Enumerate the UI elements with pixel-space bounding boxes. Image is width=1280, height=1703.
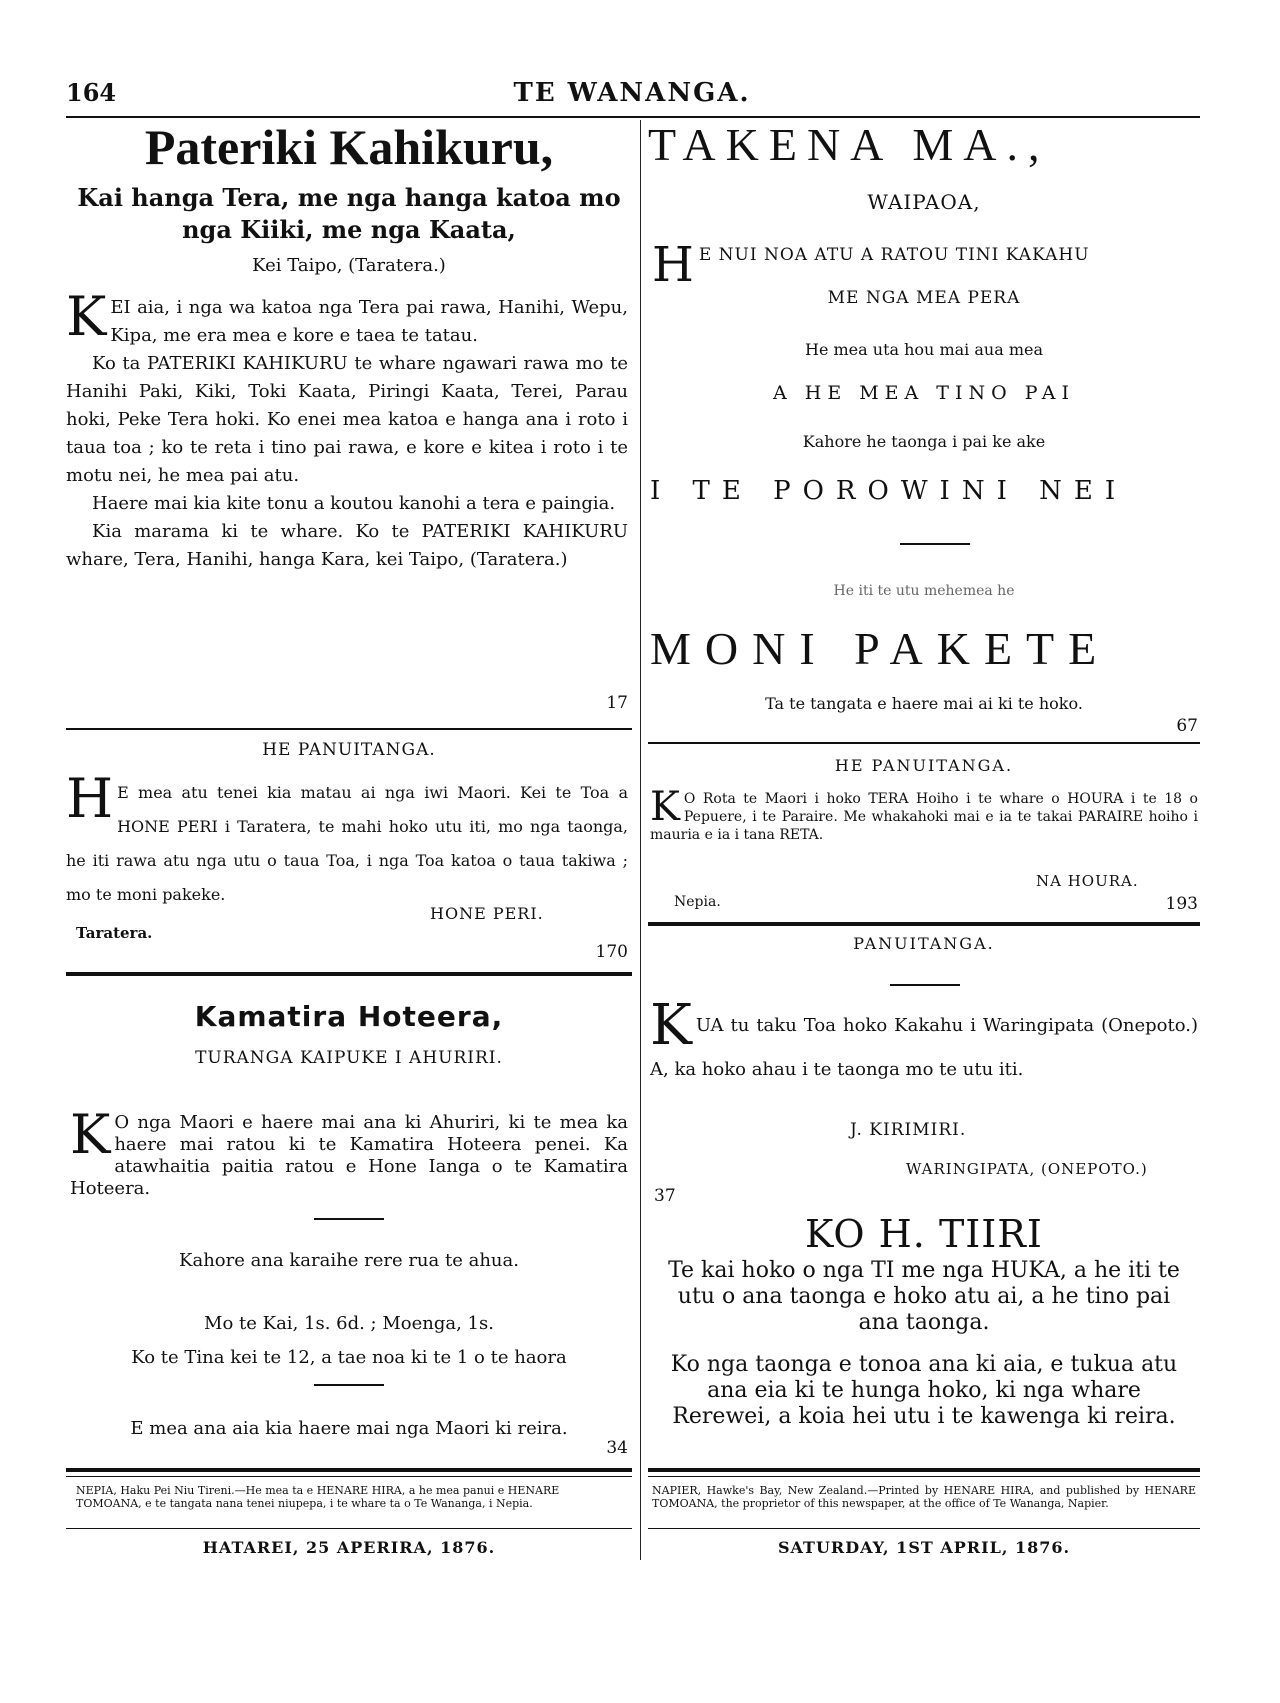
ad-number: 17 — [606, 693, 628, 713]
short-rule — [314, 1218, 384, 1220]
ad-line: He iti te utu mehemea he — [833, 583, 1015, 599]
notice-place: Taratera. — [76, 924, 153, 942]
ad-location: Kei Taipo, (Taratera.) — [252, 255, 446, 276]
issue-date: HATAREI, 25 APERIRA, 1876. — [202, 1538, 496, 1557]
notice-heading: HE PANUITANGA. — [834, 756, 1014, 775]
footer-rule — [648, 1528, 1200, 1529]
ad-line: Ta te tangata e haere mai ai ki te hoko. — [765, 694, 1083, 713]
notice-text: E mea atu tenei kia matau ai nga iwi Maori. Kei te Toa a HONE PERI i Taratera, te mahi hoko utu iti, mo nga taonga, he iti rawa atu nga utu o taua Toa, i nga Toa katoa o taua takiwa ; mo te moni pakeke. — [66, 783, 628, 904]
ad-number: 170 — [595, 942, 628, 962]
ad-title: TAKENA MA., — [648, 119, 1050, 170]
ad-paragraph: Ko ta PATERIKI KAHIKURU te whare ngawari rawa mo te Hanihi Paki, Kiki, Toki Kaata, Piringi Kaata, Terei, Parau hoki, Peke Tera hoki. Ko enei mea katoa e hanga ana i roto i taua toa ; ko te reta i tino pai rawa, e kore e kitea i roto i te motu nei, he mea pai atu. — [66, 353, 628, 486]
notice-body — [650, 784, 1198, 844]
notice-text: UA tu taku Toa hoko Kakahu i Waringipata (Onepoto.) A, ka hoko ahau i te taonga mo te utu iti. — [650, 1015, 1198, 1080]
ad-paragraph: Ko nga taonga e tonoa ana ki aia, e tukua atu ana eia ki te hunga hoko, ki nga whare Rerewei, a koia hei utu i te kawenga ki reira. — [670, 1352, 1178, 1429]
ad-line: Kahore ana karaihe rere rua te ahua. — [179, 1250, 519, 1271]
ad-subtitle — [66, 182, 632, 246]
ad-line: Mo te Kai, 1s. 6d. ; Moenga, 1s. — [204, 1313, 494, 1334]
section-separator — [66, 972, 632, 976]
ad-subtitle-line: nga Kiiki, me nga Kaata, — [182, 215, 516, 244]
notice-place: WARINGIPATA, (ONEPOTO.) — [906, 1160, 1148, 1178]
short-rule — [314, 1384, 384, 1386]
footer-rule — [66, 1528, 632, 1529]
ad-line: He mea uta hou mai aua mea — [804, 340, 1044, 359]
ad-subtitle-line: Kai hanga Tera, me nga hanga katoa mo — [77, 183, 621, 212]
ad-line: Ko te Tina kei te 12, a tae noa ki te 1 o te haora — [131, 1347, 567, 1368]
notice-heading: HE PANUITANGA. — [262, 740, 436, 760]
notice-body — [66, 767, 628, 912]
ad-subtitle: WAIPAOA, — [867, 190, 981, 214]
section-separator — [648, 922, 1200, 926]
notice-signature: NA HOURA. — [1036, 872, 1139, 890]
masthead: TE WANANGA. — [513, 78, 751, 108]
page-number: 164 — [66, 78, 117, 107]
ad-number: 34 — [606, 1438, 628, 1458]
notice-place: Nepia. — [674, 894, 721, 910]
notice-signature: J. KIRIMIRI. — [850, 1120, 967, 1140]
imprint: NEPIA, Haku Pei Niu Tireni.—He mea ta e HENARE HIRA, a he mea panui e HENARE TOMOANA, e te tangata nana tenei niupepa, i te whare ta o Te Wananga, i Nepia. — [76, 1484, 560, 1510]
section-separator — [648, 742, 1200, 744]
ad-number: 67 — [1176, 716, 1198, 736]
ad-body — [66, 285, 628, 574]
section-separator — [66, 728, 632, 730]
footer-rule — [66, 1476, 632, 1477]
issue-date: SATURDAY, 1ST APRIL, 1876. — [777, 1538, 1071, 1557]
ad-paragraph: Kia marama ki te whare. Ko te PATERIKI KAHIKURU whare, Tera, Hanihi, hanga Kara, kei Taipo, (Taratera.) — [66, 521, 628, 570]
ad-title: KO H. TIIRI — [805, 1212, 1043, 1256]
drop-cap: K — [650, 993, 692, 1058]
ad-number: 193 — [1165, 894, 1198, 914]
footer-rule — [648, 1476, 1200, 1477]
ad-paragraph: EI aia, i nga wa katoa nga Tera pai rawa, Hanihi, Wepu, Kipa, me era mea e kore e taea te tatau. — [110, 297, 628, 346]
ad-text: O nga Maori e haere mai ana ki Ahuriri, ki te mea ka haere mai ratou ki te Kamatira Hoteera penei. Ka atawhaitia paitia ratou e Hone Ianga o te Kamatira Hoteera. — [70, 1112, 628, 1199]
ad-line: MONI PAKETE — [650, 623, 1111, 674]
drop-cap: K — [66, 285, 107, 348]
short-rule — [890, 984, 960, 986]
footer-rule — [66, 1468, 632, 1472]
ad-paragraph: Te kai hoko o nga TI me nga HUKA, a he iti te utu o ana taonga e hoko atu ai, a he tino pai ana taonga. — [668, 1258, 1180, 1335]
ad-line: I TE POROWINI NEI — [650, 476, 1128, 506]
ad-line: Kahore he taonga i pai ke ake — [802, 432, 1046, 451]
short-rule — [900, 543, 970, 545]
drop-cap: K — [70, 1103, 111, 1166]
ad-text: E NUI NOA ATU A RATOU TINI KAKAHU — [698, 245, 1090, 265]
notice-signature: HONE PERI. — [430, 904, 544, 923]
footer-rule — [648, 1468, 1200, 1472]
ad-number: 37 — [654, 1186, 676, 1206]
drop-cap: H — [652, 237, 695, 293]
column-divider — [640, 120, 641, 1560]
notice-body — [650, 993, 1198, 1092]
ad-line: A HE MEA TINO PAI — [772, 382, 1075, 404]
ad-line: E mea ana aia kia haere mai nga Maori ki reira. — [130, 1418, 568, 1439]
ad-body — [70, 1103, 628, 1200]
ad-subtitle: TURANGA KAIPUKE I AHURIRI. — [195, 1048, 503, 1068]
notice-text: O Rota te Maori i hoko TERA Hoiho i te whare o HOURA i te 18 o Pepuere, i te Paraire. Me whakahoki mai e ia te takai PARAIRE hoiho i mauria e ia i tana RETA. — [650, 791, 1198, 843]
ad-title: Pateriki Kahikuru, — [144, 119, 554, 175]
ad-line — [652, 237, 1200, 293]
ad-title: Kamatira Hoteera, — [194, 1000, 504, 1033]
ad-paragraph: Haere mai kia kite tonu a koutou kanohi a tera e paingia. — [92, 493, 616, 514]
drop-cap: H — [66, 767, 114, 830]
ad-line: ME NGA MEA PERA — [827, 288, 1021, 308]
notice-heading: PANUITANGA. — [853, 934, 995, 953]
imprint: NAPIER, Hawke's Bay, New Zealand.—Printed by HENARE HIRA, and published by HENARE TOMOANA, the proprietor of this newspaper, at the office of Te Wananga, Napier. — [652, 1484, 1196, 1510]
page-header — [66, 78, 1198, 118]
drop-cap: K — [650, 784, 680, 830]
